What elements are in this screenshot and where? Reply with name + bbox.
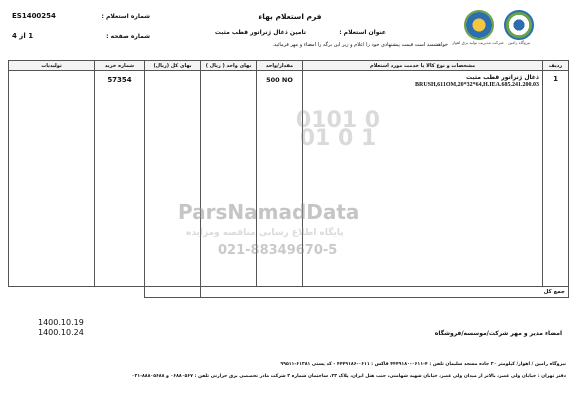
watermark-phone: 021-88349670-5	[218, 243, 338, 258]
item-purchase-no: 57354	[95, 71, 145, 287]
date-2: 1400.10.24	[38, 328, 84, 337]
instruction-text: خواهشمند است قیمت پیشنهادی خود را اعلام و زیر این برگه را امضاء و مهر فرمائید.	[272, 42, 448, 48]
footer-line-2: دفتر تهران : خیابان ولی عصر، بالاتر از میدان ولی عصر، خیابان شهید شهامتی، جنب هتل ایران، پلاک ۲۳، ساختمان شماره ۳ شرکت مادر تخصصی برق حرارتی تلفن : ۰۶۸۸۰۵۶۷ و ۸۸۸۰۵۶۸۸-۰۲۱	[131, 374, 566, 379]
row-number: 1	[543, 71, 569, 287]
ramin-plant-logo	[504, 10, 534, 40]
company-logo-caption: شرکت مدیریت تولید برق اهواز	[452, 40, 504, 45]
total-label: جمع کل	[201, 287, 569, 298]
item-notes	[9, 71, 95, 287]
page-number-label: شماره صفحه :	[106, 33, 150, 40]
subject-label: عنوان استعلام :	[339, 29, 386, 36]
subject-value: تامین ذغال ژنراتور قطب مثبت	[214, 29, 306, 36]
ramin-plant-logo-caption: نیروگاه رامین	[508, 40, 531, 45]
signature-label: امضاء مدیر و مهر شرکت/موسسه/فروشگاه	[434, 330, 562, 337]
items-table	[8, 60, 569, 298]
col-qty: مقدار/واحد	[257, 61, 303, 71]
dates	[38, 318, 84, 338]
footer-line-1: نیروگاه رامین / اهواز/ کیلومتر ۲۰ جاده مسجد سلیمان تلفن : ۴-۰۶۱۱-۴۴۴۹۱۸۰ فاکس : ۰۶۱۱-۴۴۴۹۱۸۶ - کد پستی ۶۱۳۸۱-۹۹۵۱۱	[280, 362, 566, 367]
inquiry-number-label: شماره استعلام :	[101, 13, 150, 20]
col-purchase-no: شماره خرید	[95, 61, 145, 71]
watermark-text: پایگاه اطلاع رسانی مناقصه ومزایده	[186, 228, 344, 238]
item-total-price	[145, 71, 201, 287]
company-logo	[464, 10, 494, 40]
item-description-line1: ذغال ژنراتور قطب مثبت	[466, 74, 539, 81]
col-total-price: بهای کل (ریال)	[145, 61, 201, 71]
inquiry-number-value: ES1400254	[12, 12, 56, 20]
item-description-line2: BRUSH,611OM,20*32*64,H.IEA.685.241.200.03	[414, 82, 539, 88]
col-row: ردیف	[543, 61, 569, 71]
total-value	[145, 287, 201, 298]
item-qty: 500 NO	[257, 71, 303, 287]
item-description	[303, 71, 543, 287]
date-1: 1400.10.19	[38, 318, 84, 327]
page-number-value: 1 از 4	[12, 32, 34, 40]
col-description: مشخصات و نوع کالا یا خدمت مورد استعلام	[303, 61, 543, 71]
col-notes: تولیدیات	[9, 61, 95, 71]
col-unit-price: بهای واحد ( ریال )	[201, 61, 257, 71]
watermark-brand: ParsNamadData	[178, 200, 360, 224]
watermark-numbers: 0101 001 0 1	[295, 108, 381, 151]
form-title: فرم استعلام بهاء	[258, 12, 322, 21]
